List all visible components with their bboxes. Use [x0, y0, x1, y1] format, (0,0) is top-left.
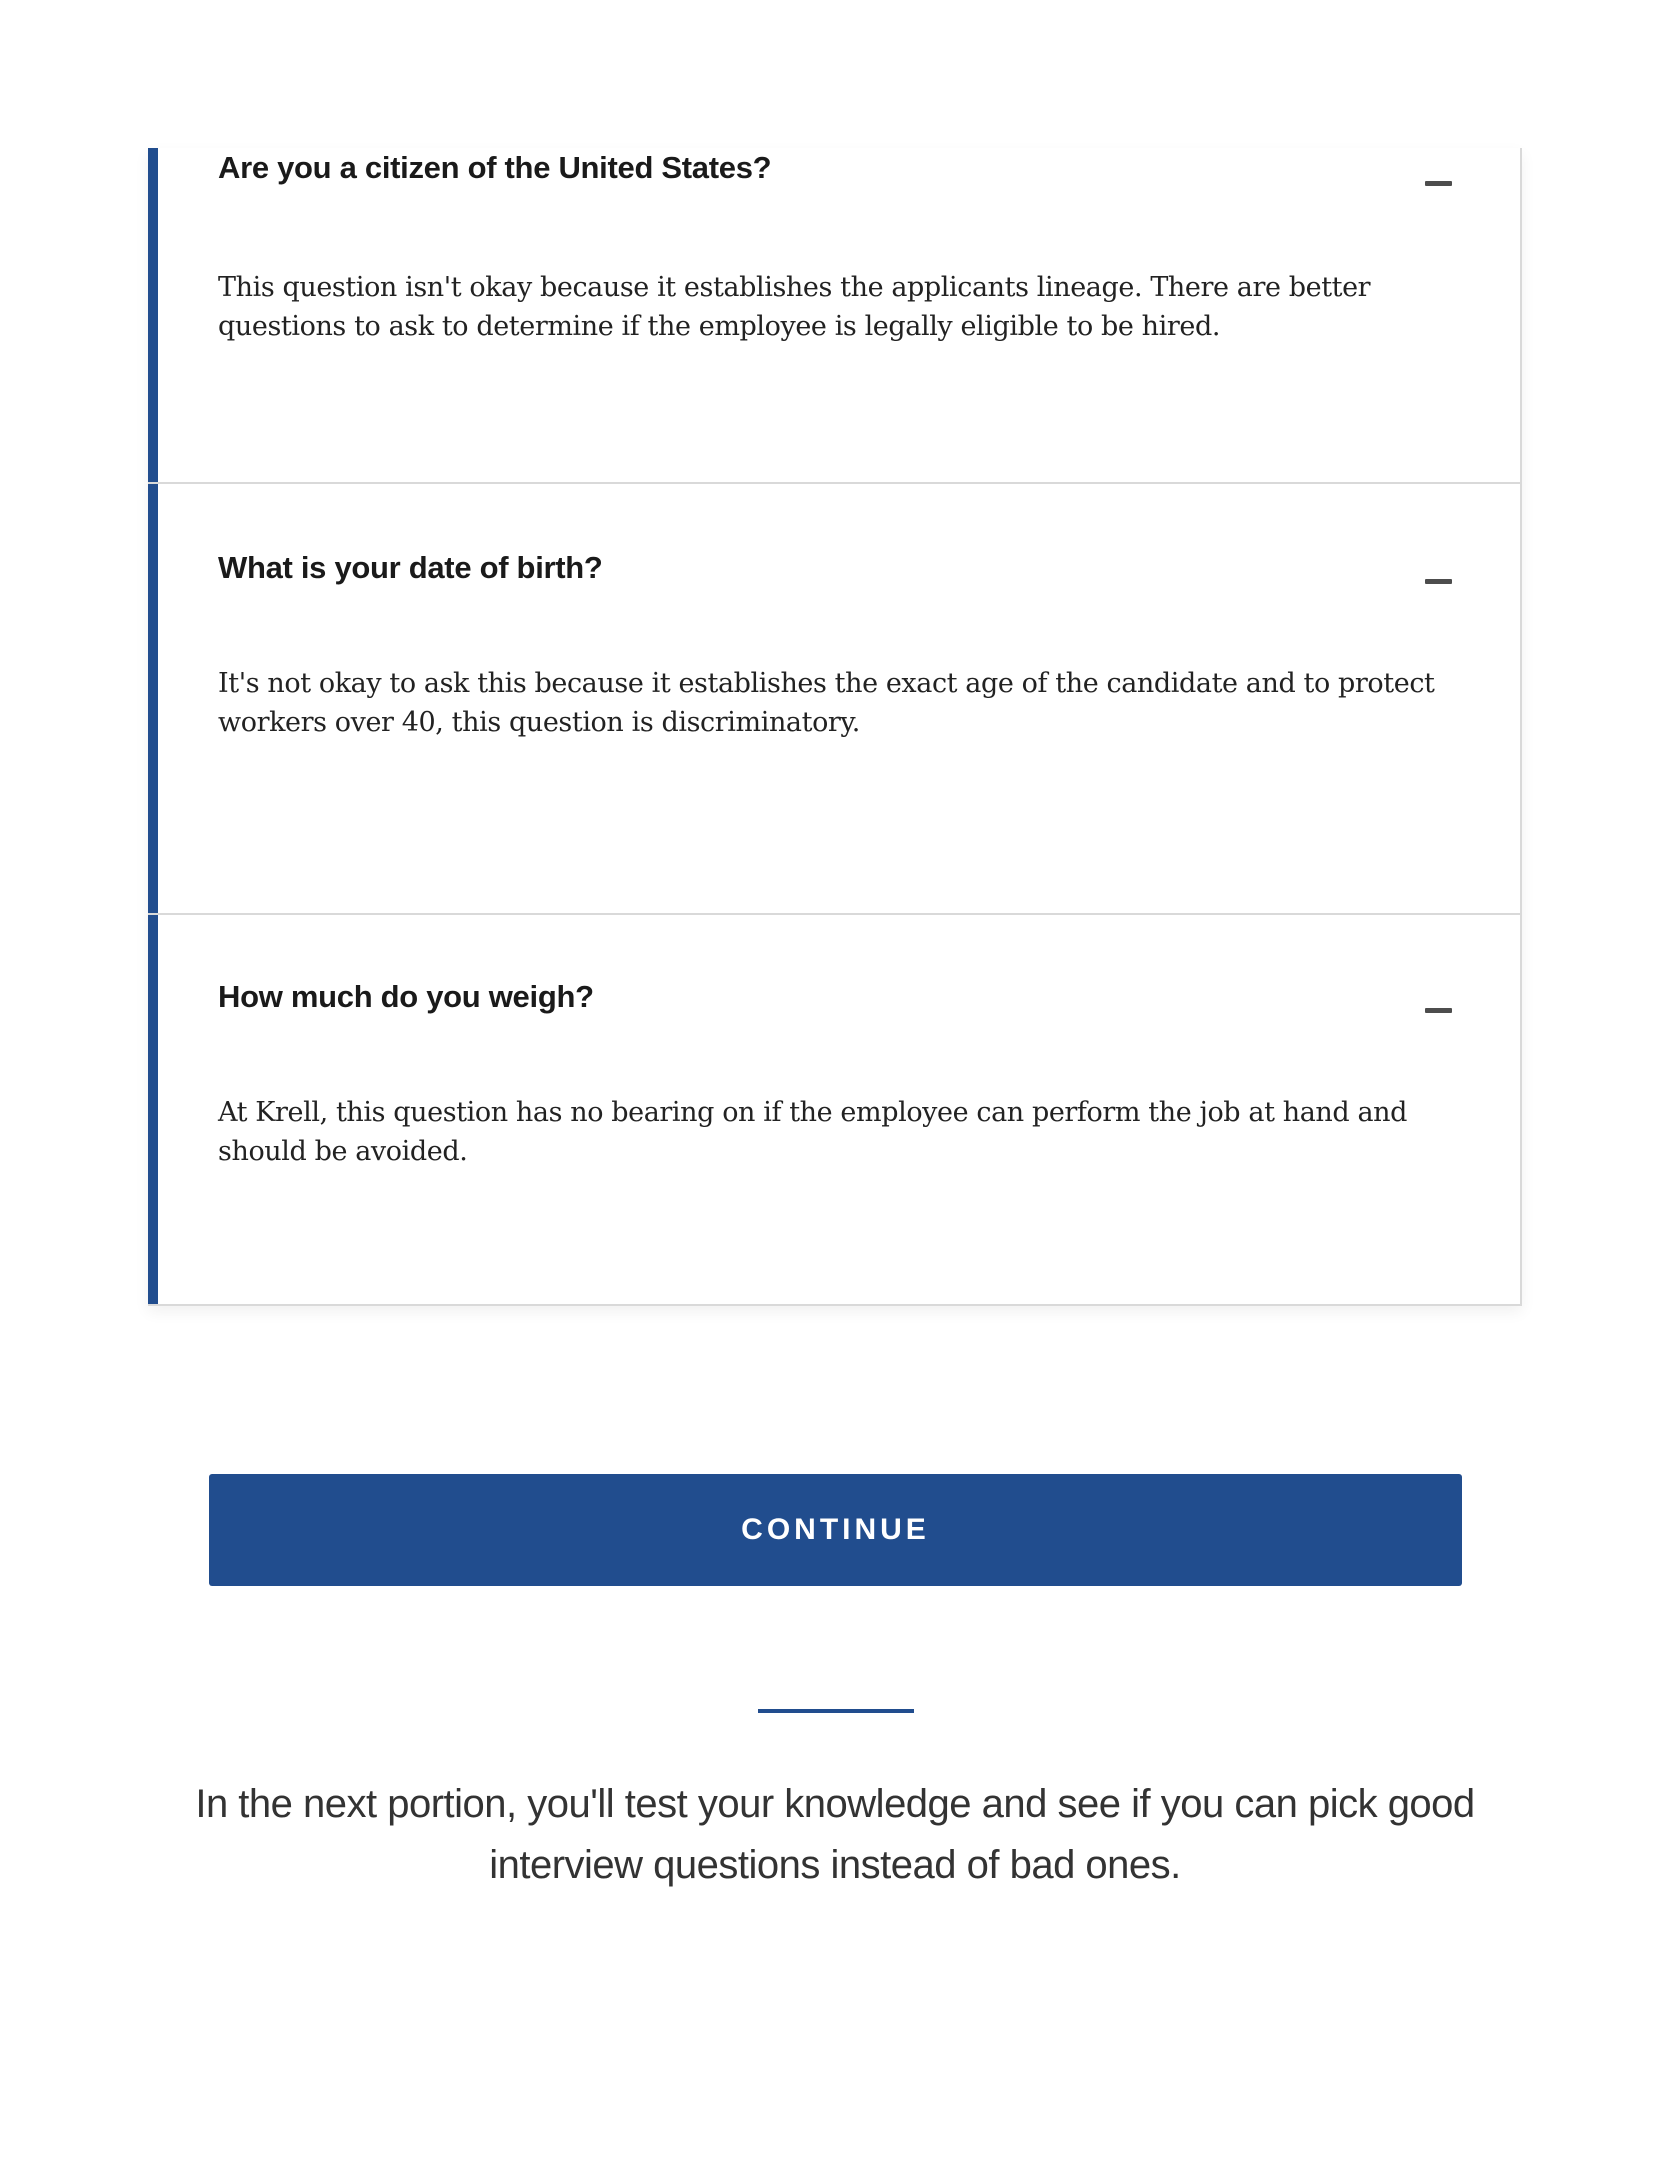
accordion-item-citizenship	[148, 148, 1520, 482]
next-section-description: In the next portion, you'll test your knowledge and see if you can pick good interview questions instead of bad ones.	[195, 1782, 1475, 1887]
accordion-item-body: At Krell, this question has no bearing on if the employee can perform the job at hand and should be avoided.	[218, 1097, 1408, 1167]
accordion-item-title: Are you a citizen of the United States?	[218, 150, 772, 185]
accordion-item-weight	[148, 913, 1520, 1304]
minus-icon[interactable]	[1425, 181, 1452, 186]
continue-button[interactable]: CONTINUE	[209, 1474, 1462, 1586]
accordion-item-date-of-birth	[148, 482, 1520, 913]
accordion	[148, 148, 1522, 1306]
accordion-item-title: What is your date of birth?	[218, 550, 603, 585]
accordion-item-title: How much do you weigh?	[218, 979, 594, 1014]
accordion-item-body: This question isn't okay because it establishes the applicants lineage. There are better questions to ask to determine if the employee is legally eligible to be hired.	[218, 272, 1371, 342]
accordion-item-body: It's not okay to ask this because it establishes the exact age of the candidate and to protect workers over 40, this question is discriminatory.	[218, 668, 1435, 738]
minus-icon[interactable]	[1425, 579, 1452, 584]
divider	[758, 1709, 914, 1713]
minus-icon[interactable]	[1425, 1008, 1452, 1013]
